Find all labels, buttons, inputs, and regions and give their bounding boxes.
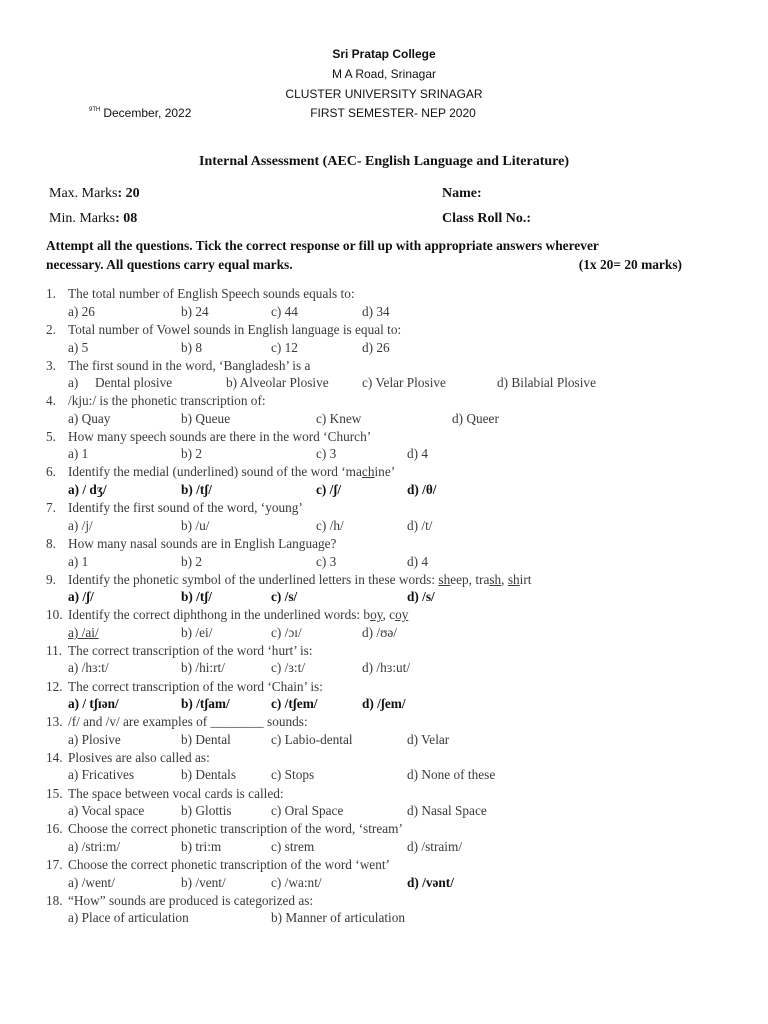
option-c[interactable]: c) 44 <box>271 304 298 319</box>
underlined-letters: oy <box>370 607 383 622</box>
question-number: 6. <box>46 464 56 479</box>
option-b[interactable]: b) /tʃ/ <box>181 589 212 604</box>
option-a[interactable]: a) Fricatives <box>68 767 135 782</box>
underlined-letters: oy <box>395 607 409 622</box>
option-a[interactable]: a) Dental plosive <box>68 375 173 390</box>
option-c[interactable]: c) Labio-dental <box>271 732 353 747</box>
option-b[interactable]: b) Queue <box>181 411 231 426</box>
option-a[interactable]: a) /ai/ <box>68 625 99 640</box>
date-superscript: 9TH <box>89 107 101 113</box>
question-number: 10. <box>46 607 63 622</box>
question-number: 14. <box>46 750 63 765</box>
option-c[interactable]: c) strem <box>271 839 315 854</box>
option-b[interactable]: b) /hi:rt/ <box>181 660 225 675</box>
option-b[interactable]: b) /tʃam/ <box>181 696 230 711</box>
option-d[interactable]: d) /ʊə/ <box>362 625 397 640</box>
question-number: 3. <box>46 358 56 373</box>
underlined-letters: sh <box>438 572 451 587</box>
date-text: December, 2022 <box>103 106 192 120</box>
question-text: The correct transcription of the word ‘Chain’ is: <box>68 679 323 694</box>
option-c[interactable]: c) /h/ <box>316 518 344 533</box>
question-text: The first sound in the word, ‘Bangladesh’ is a <box>68 358 311 373</box>
option-c[interactable]: c) /ɔɪ/ <box>271 625 302 640</box>
college-name: Sri Pratap College <box>332 47 436 61</box>
question-number: 18. <box>46 893 63 908</box>
question-text: The correct transcription of the word ‘hurt’ is: <box>68 643 313 658</box>
college-address: M A Road, Srinagar <box>331 67 437 81</box>
semester: FIRST SEMESTER- NEP 2020 <box>310 106 476 120</box>
option-a[interactable]: a) Vocal space <box>68 803 145 818</box>
question-text-part: ine’ <box>374 464 396 479</box>
option-c[interactable]: c) Stops <box>271 767 315 782</box>
option-a[interactable]: a) 26 <box>68 304 95 319</box>
underlined-letters: sh <box>507 572 520 587</box>
option-d[interactable]: d) Bilabial Plosive <box>497 375 596 390</box>
option-a[interactable]: a) / tʃɪən/ <box>68 696 119 711</box>
question-number: 8. <box>46 536 56 551</box>
option-a[interactable]: a) Plosive <box>68 732 121 747</box>
question-text-part: , c <box>382 607 396 622</box>
option-a[interactable]: a) /j/ <box>68 518 93 533</box>
question-text: The total number of English Speech sounds equals to: <box>68 286 355 301</box>
option-b[interactable]: b) /tʃ/ <box>181 482 212 497</box>
option-a[interactable]: a) /ʃ/ <box>68 589 94 604</box>
option-a[interactable]: a) 1 <box>68 446 89 461</box>
option-b[interactable]: b) 8 <box>181 340 203 355</box>
question-number: 15. <box>46 786 63 801</box>
question-text <box>68 464 395 480</box>
option-d[interactable]: d) /straim/ <box>407 839 463 854</box>
question-text: How many speech sounds are there in the word ‘Church’ <box>68 429 372 444</box>
option-d[interactable]: d) None of these <box>407 767 496 782</box>
marks-distribution: (1x 20= 20 marks) <box>578 256 682 272</box>
option-a[interactable]: a) 5 <box>68 340 89 355</box>
question-number: 17. <box>46 857 63 872</box>
option-b[interactable]: b) /u/ <box>181 518 210 533</box>
instructions-line-2: necessary. All questions carry equal marks. <box>46 256 293 272</box>
option-b[interactable]: b) /ei/ <box>181 625 213 640</box>
option-b[interactable]: b) Dentals <box>181 767 237 782</box>
question-text: /kju:/ is the phonetic transcription of: <box>68 393 266 408</box>
max-marks <box>49 186 140 202</box>
question-text-part: , <box>501 572 508 587</box>
exam-date <box>89 106 191 120</box>
option-b[interactable]: b) Manner of articulation <box>271 910 406 925</box>
option-a[interactable]: a) 1 <box>68 554 89 569</box>
option-a[interactable]: a) / dʒ/ <box>68 482 107 497</box>
question-text: Choose the correct phonetic transcription of the word ‘went’ <box>68 857 390 872</box>
option-c[interactable]: c) /ɜ:t/ <box>271 660 306 675</box>
option-d[interactable]: d) Nasal Space <box>407 803 487 818</box>
option-a[interactable]: a) /hɜ:t/ <box>68 660 109 675</box>
option-c[interactable]: c) 3 <box>316 446 337 461</box>
option-d[interactable]: d) /θ/ <box>407 482 437 497</box>
page-title: Internal Assessment (AEC- English Language and Literature) <box>199 154 569 169</box>
question-text: Choose the correct phonetic transcription of the word, ‘stream’ <box>68 821 403 836</box>
question-text-part: Identify the phonetic symbol of the underlined letters in these words: <box>68 572 439 587</box>
option-c[interactable]: c) Velar Plosive <box>362 375 446 390</box>
option-c[interactable]: c) Oral Space <box>271 803 344 818</box>
option-c[interactable]: c) Knew <box>316 411 362 426</box>
name-field: Name: <box>442 186 482 201</box>
option-a[interactable]: a) Quay <box>68 411 111 426</box>
question-text: Plosives are also called as: <box>68 750 210 765</box>
question-text: The space between vocal cards is called: <box>68 786 284 801</box>
option-d[interactable]: d) 26 <box>362 340 390 355</box>
question-text-part: Identify the medial (underlined) sound of the word ‘ma <box>68 464 362 479</box>
university-name: CLUSTER UNIVERSITY SRINAGAR <box>285 87 483 101</box>
option-d[interactable]: d) /t/ <box>407 518 433 533</box>
option-d[interactable]: d) /ʃem/ <box>362 696 406 711</box>
question-text <box>68 607 408 623</box>
question-number: 13. <box>46 714 63 729</box>
option-c[interactable]: c) /s/ <box>271 589 298 604</box>
option-d[interactable]: d) Velar <box>407 732 450 747</box>
option-c[interactable]: c) /ʃ/ <box>316 482 342 497</box>
question-number: 5. <box>46 429 56 444</box>
question-text <box>68 572 531 588</box>
question-text-part: irt <box>519 572 532 587</box>
option-a[interactable]: a) Place of articulation <box>68 910 189 925</box>
option-b[interactable]: b) Dental <box>181 732 231 747</box>
option-b[interactable]: b) /vent/ <box>181 875 226 890</box>
option-a[interactable]: a) /stri:m/ <box>68 839 121 854</box>
option-c[interactable]: c) 12 <box>271 340 298 355</box>
underlined-letters: ch <box>361 464 375 479</box>
option-b[interactable]: b) Alveolar Plosive <box>226 375 329 390</box>
min-marks <box>49 211 137 227</box>
option-c[interactable]: c) /tʃem/ <box>271 696 318 711</box>
class-roll-field: Class Roll No.: <box>442 211 532 226</box>
option-b[interactable]: b) Glottis <box>181 803 232 818</box>
option-b[interactable]: b) 24 <box>181 304 209 319</box>
question-number: 12. <box>46 679 63 694</box>
option-d[interactable]: d) 4 <box>407 446 429 461</box>
question-number: 1. <box>46 286 56 301</box>
option-c[interactable]: c) /wa:nt/ <box>271 875 322 890</box>
question-text: /f/ and /v/ are examples of ________ sounds: <box>68 714 308 729</box>
option-d[interactable]: d) 4 <box>407 554 429 569</box>
question-text: “How” sounds are produced is categorized as: <box>68 893 314 908</box>
question-number: 9. <box>46 572 56 587</box>
question-text-part: eep, tra <box>450 572 490 587</box>
option-b[interactable]: b) tri:m <box>181 839 222 854</box>
option-b[interactable]: b) 2 <box>181 446 203 461</box>
option-d[interactable]: d) 34 <box>362 304 390 319</box>
option-d[interactable]: d) /hɜ:ut/ <box>362 660 411 675</box>
option-c[interactable]: c) 3 <box>316 554 337 569</box>
question-text: How many nasal sounds are in English Language? <box>68 536 337 551</box>
question-number: 16. <box>46 821 63 836</box>
max-marks-value: : 20 <box>117 186 140 201</box>
option-a[interactable]: a) /went/ <box>68 875 115 890</box>
question-text-part: Identify the correct diphthong in the underlined words: b <box>68 607 371 622</box>
option-b[interactable]: b) 2 <box>181 554 203 569</box>
min-marks-value: : 08 <box>115 211 138 226</box>
question-text: Total number of Vowel sounds in English language is equal to: <box>68 322 402 337</box>
question-number: 7. <box>46 500 56 515</box>
instructions <box>46 237 686 274</box>
question-number: 4. <box>46 393 56 408</box>
min-marks-label: Min. Marks <box>49 211 116 226</box>
option-d[interactable]: d) /s/ <box>407 589 435 604</box>
underlined-letters: sh <box>489 572 502 587</box>
question-number: 11. <box>46 643 63 658</box>
question-number: 2. <box>46 322 56 337</box>
option-d[interactable]: d) Queer <box>452 411 499 426</box>
max-marks-label: Max. Marks <box>49 186 118 201</box>
question-text: Identify the first sound of the word, ‘young’ <box>68 500 303 515</box>
instructions-line-1: Attempt all the questions. Tick the correct response or fill up with appropriate answers wherever <box>46 238 599 253</box>
option-d[interactable]: d) /vənt/ <box>407 875 454 890</box>
